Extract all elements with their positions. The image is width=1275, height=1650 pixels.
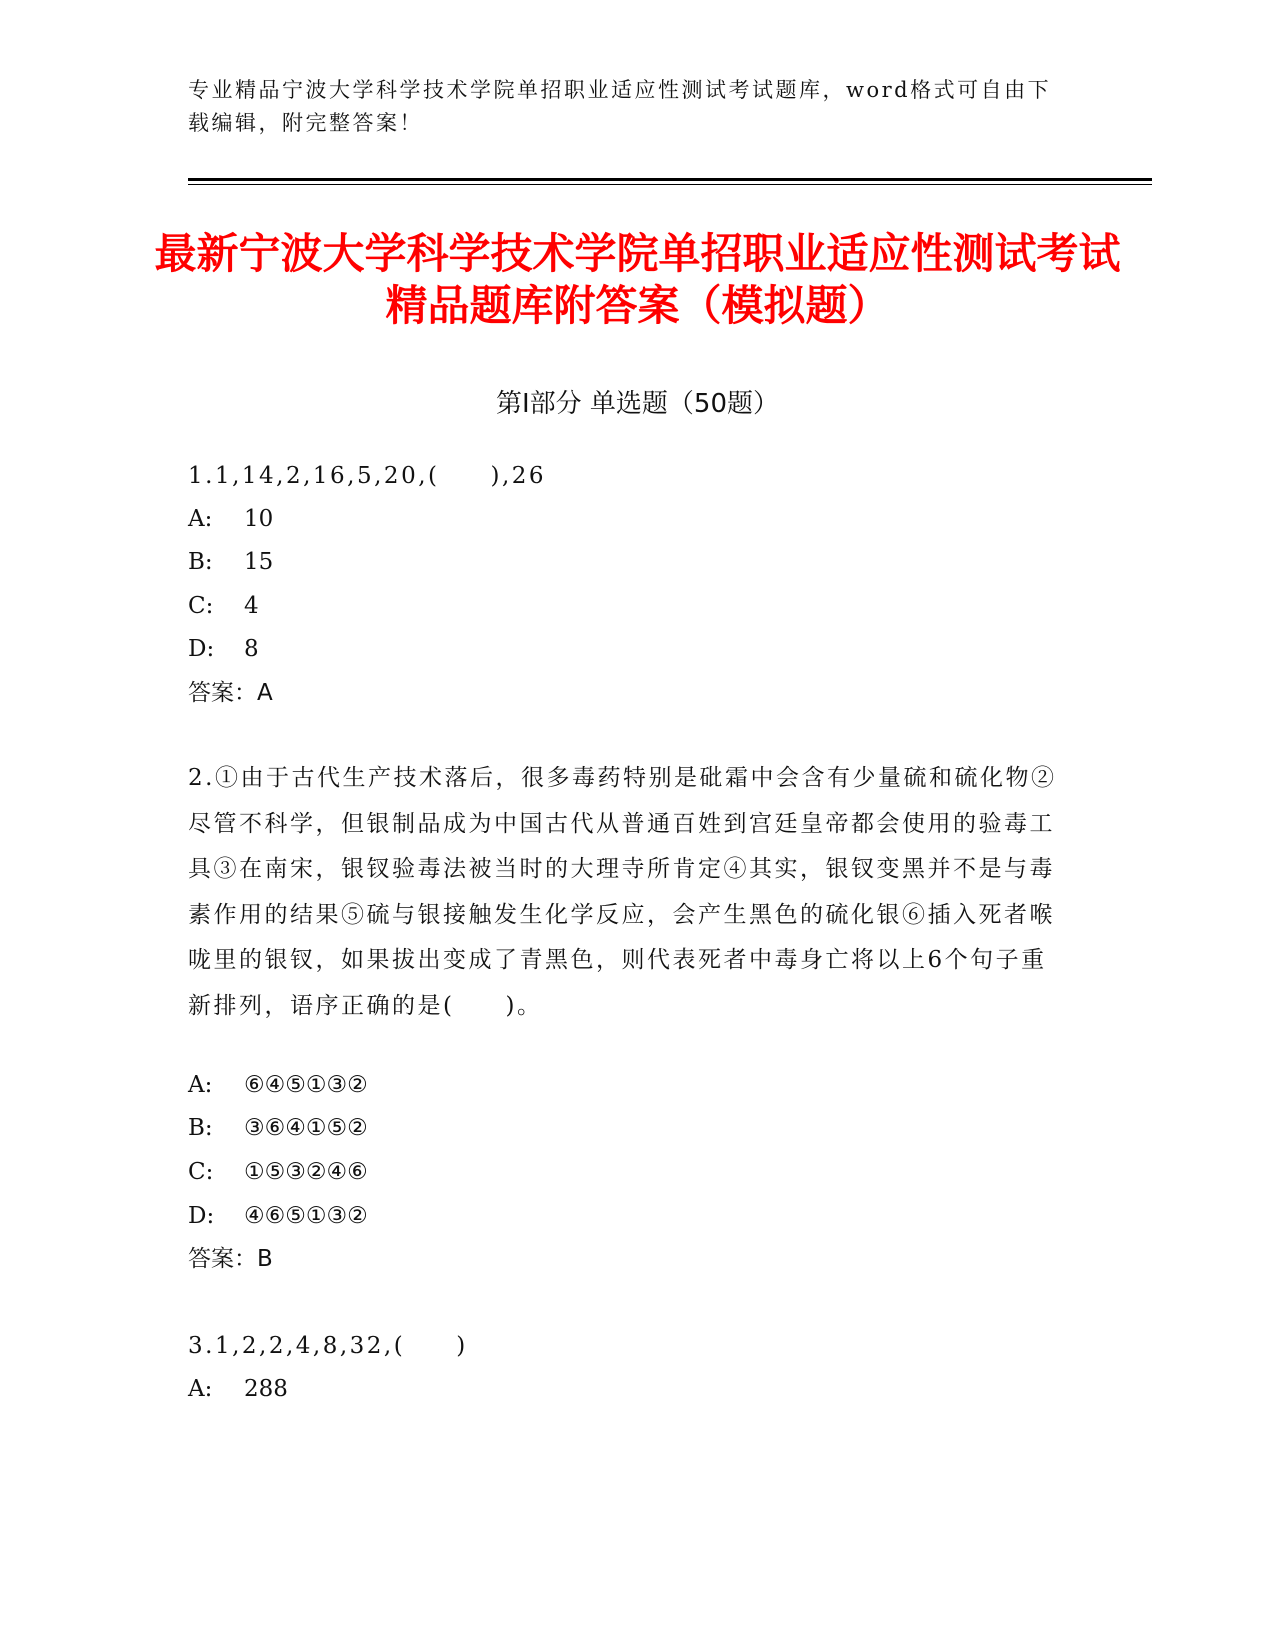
option-letter: D: [188, 1203, 215, 1229]
option-letter: A: [188, 1072, 213, 1098]
option-value: 4 [244, 593, 259, 619]
option-value: 288 [244, 1376, 288, 1402]
option-value: ①⑤③②④⑥ [244, 1159, 368, 1185]
option-value: 15 [244, 549, 274, 575]
question-2-option-a [188, 1063, 368, 1108]
option-value: 10 [244, 506, 274, 532]
header-divider-thin [188, 184, 1152, 185]
option-letter: A: [188, 506, 213, 532]
option-value: ④⑥⑤①③② [244, 1203, 368, 1229]
question-1-answer: 答案：A [188, 680, 273, 706]
header-divider-thick [188, 178, 1152, 181]
question-1-option-b [188, 540, 273, 585]
question-3-option-a [188, 1367, 288, 1412]
option-letter: C: [188, 1159, 214, 1185]
document-title: 最新宁波大学科学技术学院单招职业适应性测试考试精品题库附答案（模拟题） [154, 229, 1121, 330]
option-letter: B: [188, 549, 213, 575]
question-2-option-c [188, 1150, 368, 1195]
option-letter: A: [188, 1376, 213, 1402]
option-value: 8 [244, 636, 259, 662]
question-1-option-c [188, 584, 259, 629]
question-1-text: 1.1,14,2,16,5,20,( ),26 [188, 463, 547, 489]
question-2-text: 2.①由于古代生产技术落后，很多毒药特别是砒霜中会含有少量硫和硫化物②尽管不科学，但银制品成为中国古代从普通百姓到宫廷皇帝都会使用的验毒工具③在南宋，银钗验毒法被当时的大理寺所肯定④其实，银钗变黑并不是与毒素作用的结果⑤硫与银接触发生化学反应，会产生黑色的硫化银⑥插入死者喉咙里的银钗，如果拔出变成了青黑色，则代表死者中毒身亡将以上6个句子重新排列，语序正确的是( )。 [188, 765, 1057, 1019]
section-title: 第Ⅰ部分 单选题（50题） [495, 389, 780, 419]
option-letter: B: [188, 1115, 213, 1141]
option-letter: C: [188, 593, 214, 619]
header-note: 专业精品宁波大学科学技术学院单招职业适应性测试考试题库，word格式可自由下载编辑，附完整答案！ [188, 78, 1052, 135]
option-value: ③⑥④①⑤② [244, 1115, 368, 1141]
question-2-answer: 答案：B [188, 1246, 273, 1272]
question-3-text: 3.1,2,2,4,8,32,( ) [188, 1333, 468, 1359]
question-1-option-d [188, 627, 259, 672]
question-1-option-a [188, 497, 273, 542]
option-letter: D: [188, 636, 215, 662]
question-2-option-d [188, 1194, 368, 1239]
question-2-option-b [188, 1106, 368, 1151]
option-value: ⑥④⑤①③② [244, 1072, 368, 1098]
